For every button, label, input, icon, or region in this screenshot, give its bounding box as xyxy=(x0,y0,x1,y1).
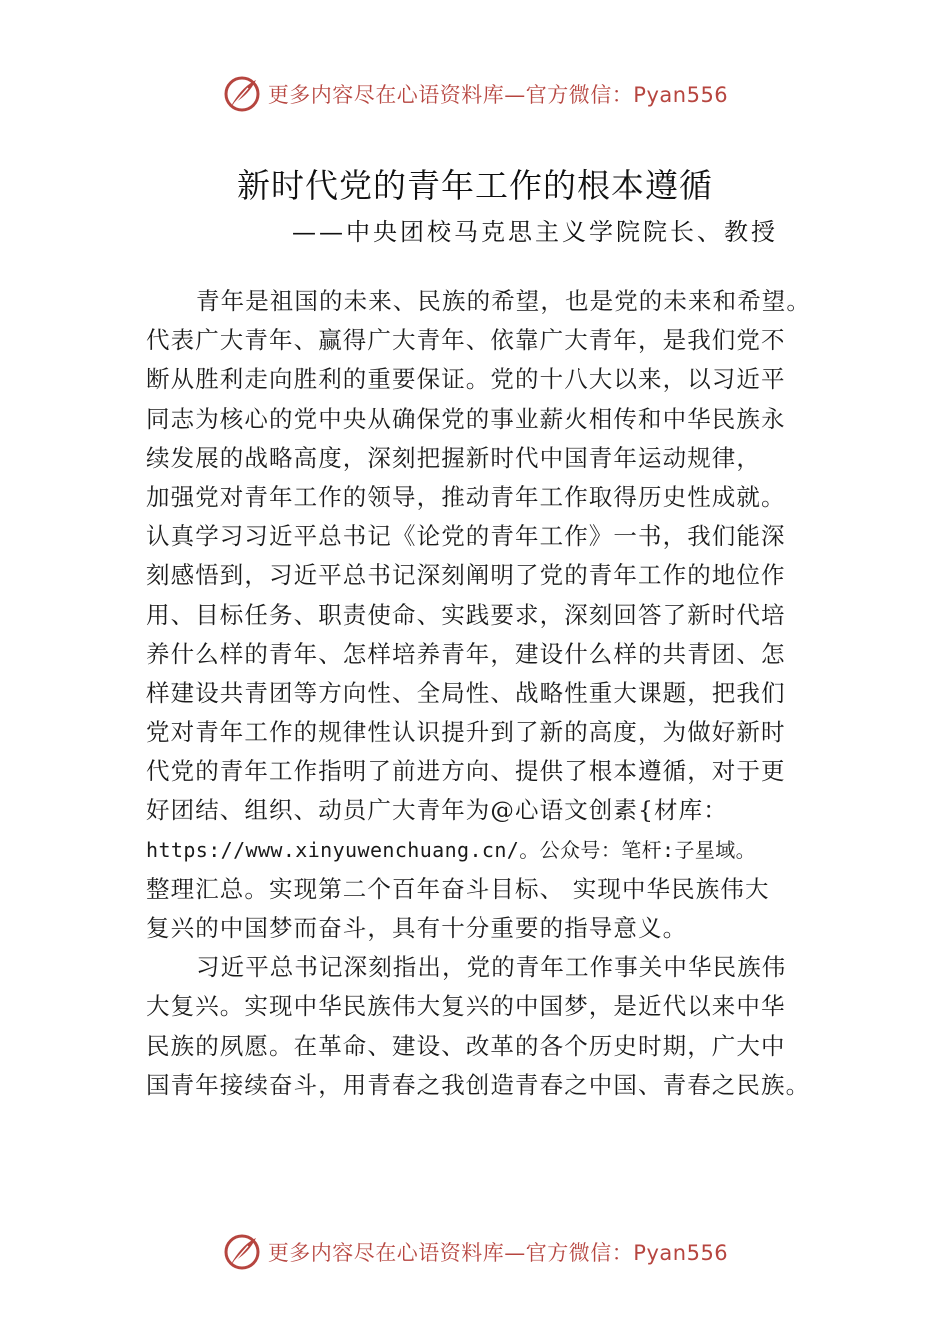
banner-text: 更多内容尽在心语资料库—官方微信：Pyan556 xyxy=(267,1241,729,1265)
body-line: 认真学习习近平总书记《论党的青年工作》一书，我们能深 xyxy=(146,522,786,551)
body-line: 复兴的中国梦而奋斗，具有十分重要的指导意义。 xyxy=(146,914,688,942)
document-subtitle: ——中央团校马克思主义学院院长、教授 xyxy=(292,218,778,246)
document-body xyxy=(146,282,826,1105)
body-line: 养什么样的青年、怎样培养青年，建设什么样的共青团、怎 xyxy=(146,639,786,668)
footer-watermark-banner xyxy=(0,1230,950,1274)
body-line: 整理汇总。实现第二个百年奋斗目标、 实现中华民族伟大 xyxy=(146,874,770,903)
body-line: 习近平总书记深刻指出，党的青年工作事关中华民族伟 xyxy=(196,953,787,982)
feather-logo-icon xyxy=(222,74,262,114)
body-line: 续发展的战略高度，深刻把握新时代中国青年运动规律， xyxy=(146,443,761,472)
body-line: 民族的夙愿。在革命、建设、改革的各个历史时期，广大中 xyxy=(146,1031,786,1060)
body-line: 代党的青年工作指明了前进方向、提供了根本遵循，对于更 xyxy=(146,757,786,786)
document-title: 新时代党的青年工作的根本遵循 xyxy=(237,166,713,205)
body-line: 断从胜利走向胜利的重要保证。党的十八大以来，以习近平 xyxy=(146,365,786,394)
feather-logo-icon xyxy=(222,1232,262,1272)
body-line: 刻感悟到，习近平总书记深刻阐明了党的青年工作的地位作 xyxy=(146,561,786,590)
body-line: 大复兴。实现中华民族伟大复兴的中国梦，是近代以来中华 xyxy=(146,992,786,1021)
body-line: 党对青年工作的规律性认识提升到了新的高度，为做好新时 xyxy=(146,718,786,747)
body-line: 用、目标任务、职责使命、实践要求，深刻回答了新时代培 xyxy=(146,600,786,629)
body-line: 同志为核心的党中央从确保党的事业薪火相传和中华民族永 xyxy=(146,404,786,433)
body-line: 好团结、组织、动员广大青年为@心语文创素{材库： xyxy=(146,796,728,825)
body-line-url: https://www.xinyuwenchuang.cn/。公众号：笔杆:子星域。 xyxy=(146,837,757,862)
banner-text: 更多内容尽在心语资料库—官方微信：Pyan556 xyxy=(267,83,729,107)
body-line: 国青年接续奋斗，用青春之我创造青春之中国、青春之民族。 xyxy=(146,1070,811,1099)
body-line: 样建设共青团等方向性、全局性、战略性重大课题，把我们 xyxy=(146,678,786,707)
body-line: 青年是祖国的未来、民族的希望，也是党的未来和希望。 xyxy=(196,287,811,315)
header-watermark-banner xyxy=(0,72,950,116)
body-line: 加强党对青年工作的领导，推动青年工作取得历史性成就。 xyxy=(146,482,786,511)
body-line: 代表广大青年、赢得广大青年、依靠广大青年，是我们党不 xyxy=(146,326,786,355)
